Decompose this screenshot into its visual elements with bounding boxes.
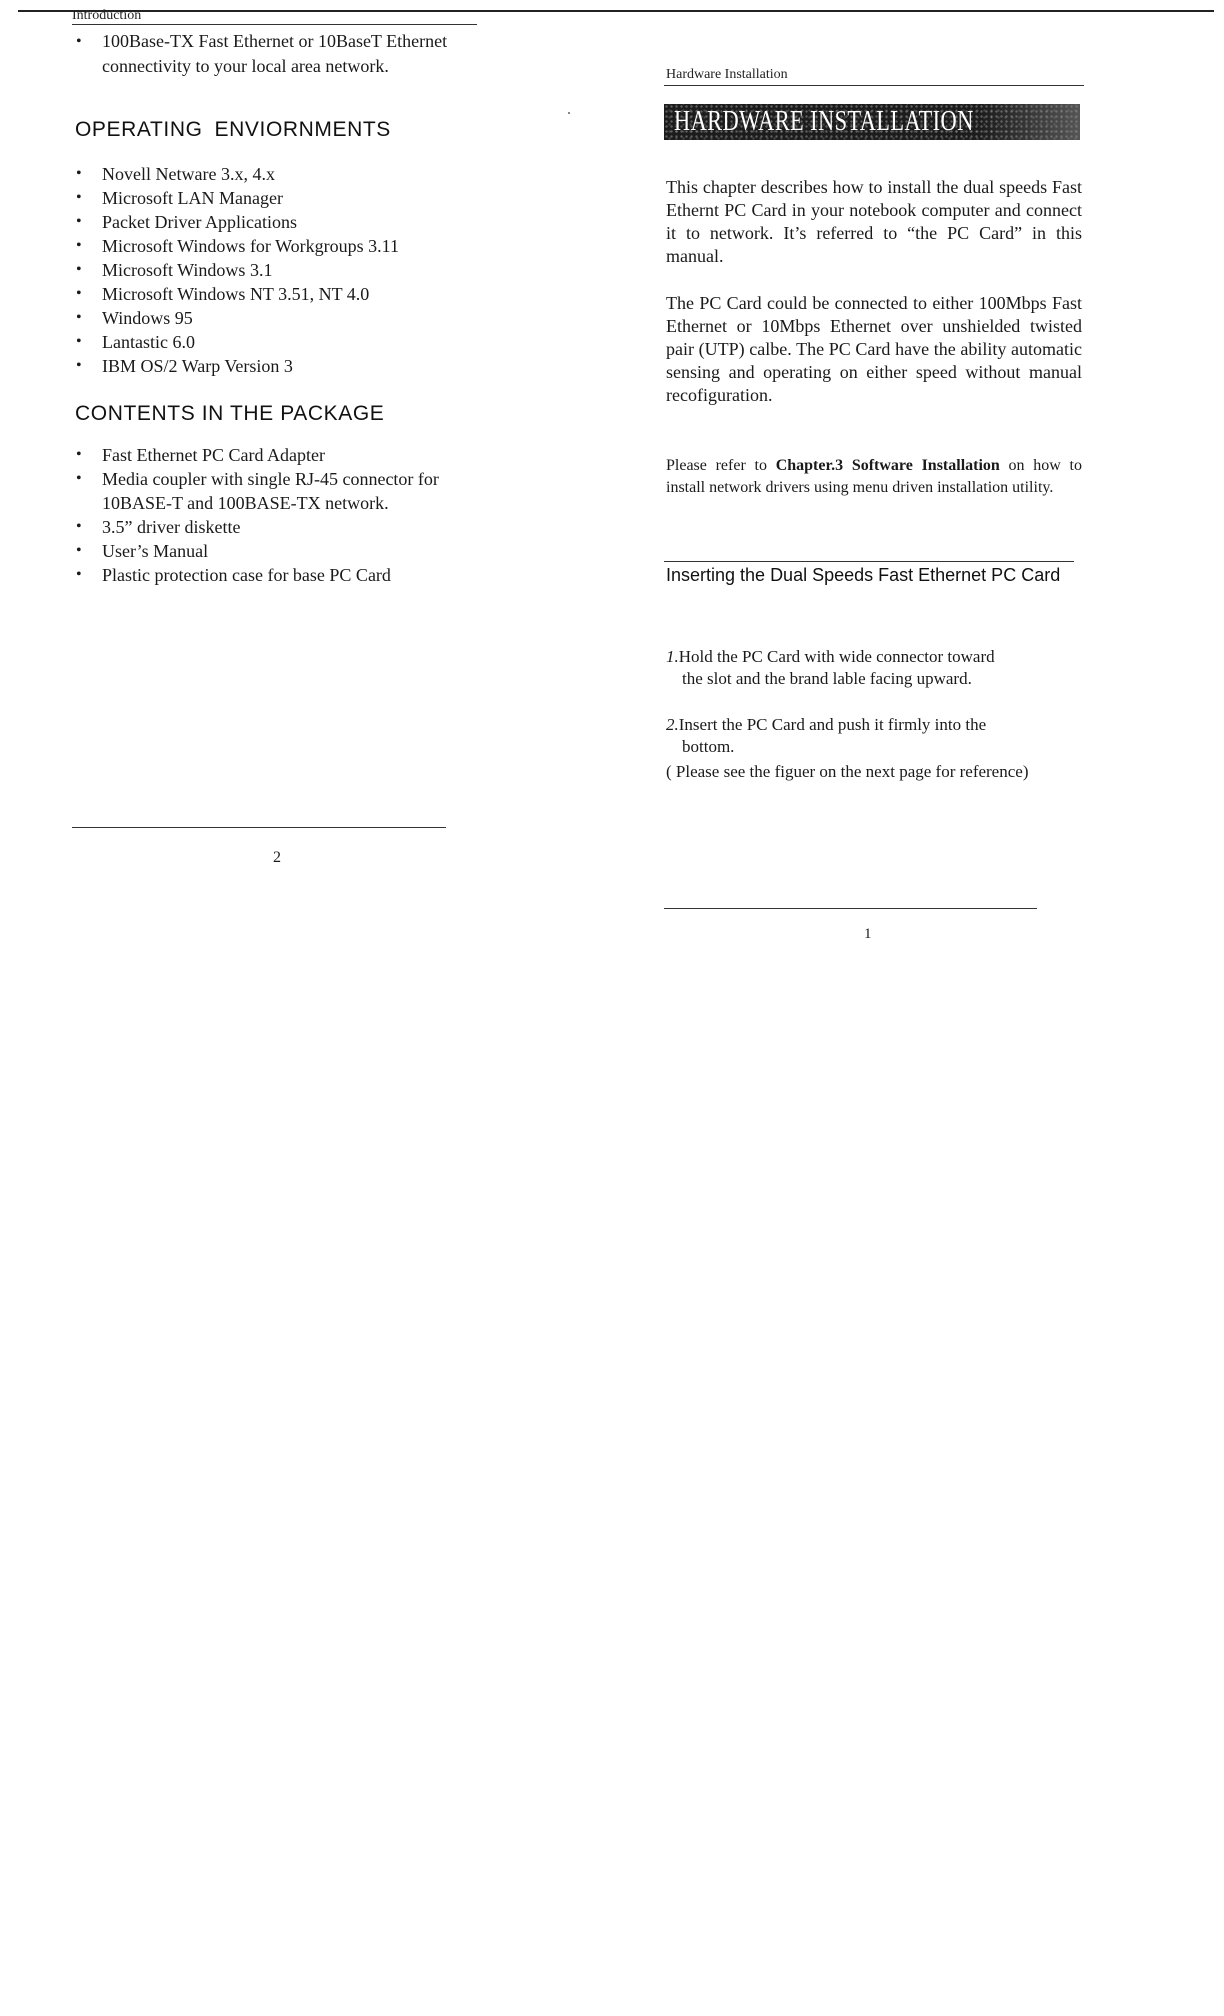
list-item: • Microsoft Windows for Workgroups 3.11	[72, 234, 492, 258]
list-item: • IBM OS/2 Warp Version 3	[72, 354, 492, 378]
step-number: 2.	[666, 715, 679, 734]
intro-paragraph: This chapter describes how to install the dual speeds Fast Ethernt PC Card in your notebook computer and connect it to network. It’s referred to “the PC Card” in this manual.	[666, 177, 1082, 266]
chapter-title: HARDWARE INSTALLATION	[674, 106, 974, 137]
figure-reference-note: ( Please see the figuer on the next page for reference)	[666, 762, 1029, 781]
list-item: • Lantastic 6.0	[72, 330, 492, 354]
chapter-reference: Chapter.3 Software Installation	[775, 457, 1000, 474]
list-item: • 3.5” driver diskette	[72, 515, 502, 539]
operating-heading-word2: ENVIORNMENTS	[214, 118, 391, 141]
software-reference-paragraph	[666, 455, 1082, 499]
right-page-number: 1	[864, 926, 872, 942]
subheading-rule	[664, 561, 1074, 562]
speed-paragraph: The PC Card could be connected to either 100Mbps Fast Ethernet or 10Mbps Ethernet over unshielded twisted pair (UTP) calbe. The PC Card have the ability automatic sensing and operating on either speed without manual recofiguration.	[666, 293, 1082, 405]
step-text: Hold the PC Card with wide connector toward	[678, 647, 995, 666]
left-footer-rule	[72, 827, 446, 828]
left-running-head: Introduction	[72, 8, 142, 23]
operating-heading-word1: OPERATING	[75, 118, 203, 141]
step-number: 1.	[666, 647, 679, 666]
inserting-card-heading: Inserting the Dual Speeds Fast Ethernet PC Card	[666, 565, 1061, 585]
step-text-continued: bottom.	[682, 737, 735, 756]
list-item: • Microsoft Windows NT 3.51, NT 4.0	[72, 282, 492, 306]
step-1	[666, 646, 1076, 690]
step-text: Insert the PC Card and push it firmly into the	[678, 715, 987, 734]
right-running-head: Hardware Installation	[666, 67, 788, 82]
list-item: • Microsoft LAN Manager	[72, 186, 492, 210]
list-item: • Fast Ethernet PC Card Adapter	[72, 443, 502, 467]
scan-speck	[568, 112, 570, 114]
list-item: • User’s Manual	[72, 539, 502, 563]
reference-text-after: on how to install network drivers using menu driven installation utility.	[666, 457, 1083, 496]
step-2	[666, 714, 1076, 758]
package-bullet-list	[72, 443, 502, 587]
contents-in-package-heading: CONTENTS IN THE PACKAGE	[75, 402, 385, 425]
intro-item-connectivity: • 100Base-TX Fast Ethernet or 10BaseT Ethernet connectivity to your local area network.	[72, 29, 492, 79]
os-bullet-list	[72, 162, 492, 378]
list-item: • Microsoft Windows 3.1	[72, 258, 492, 282]
step-text-continued: the slot and the brand lable facing upward.	[682, 669, 972, 688]
reference-text-before: Please refer to	[666, 457, 776, 474]
operating-environments-heading	[75, 118, 391, 142]
left-header-rule	[72, 24, 477, 25]
left-page-number: 2	[273, 849, 281, 866]
chapter-title-banner	[664, 104, 1080, 140]
list-item: • Plastic protection case for base PC Card	[72, 563, 502, 587]
scan-top-rule	[18, 10, 1214, 12]
list-item: • Windows 95	[72, 306, 492, 330]
right-footer-rule	[664, 908, 1037, 909]
right-header-rule	[664, 85, 1084, 86]
list-item: • Packet Driver Applications	[72, 210, 492, 234]
list-item: • Media coupler with single RJ-45 connector for 10BASE-T and 100BASE-TX network.	[72, 467, 502, 515]
list-item: • Novell Netware 3.x, 4.x	[72, 162, 492, 186]
intro-bullet-list	[72, 29, 492, 79]
